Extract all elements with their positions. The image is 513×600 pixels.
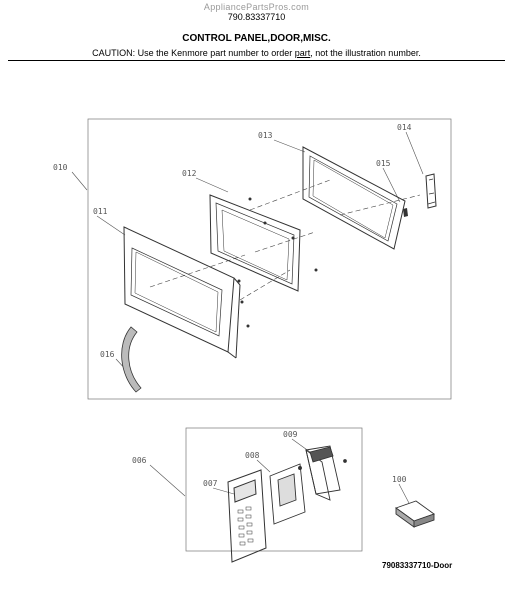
callout-007: 007 <box>203 479 218 488</box>
membrane-switch-part <box>270 464 305 524</box>
page-title: CONTROL PANEL,DOOR,MISC. <box>182 33 331 44</box>
door-latch-part <box>426 174 436 208</box>
caution-text: CAUTION: Use the Kenmore part number to order <box>92 48 295 58</box>
callout-009: 009 <box>283 430 298 439</box>
part-link[interactable]: part <box>294 48 311 58</box>
callout-010: 010 <box>53 163 68 172</box>
latch-spring-part <box>403 208 408 217</box>
callout-014: 014 <box>397 123 412 132</box>
site-watermark: AppliancePartsPros.com <box>203 2 310 12</box>
caution-text-end: , not the illustration number. <box>310 48 421 58</box>
control-panel-frame <box>186 428 362 551</box>
owner-manual-part <box>396 501 434 527</box>
door-outer-panel-part <box>124 227 240 358</box>
callout-015: 015 <box>376 159 391 168</box>
callout-100: 100 <box>392 475 407 484</box>
callout-006: 006 <box>132 456 147 465</box>
door-handle-part <box>122 327 141 392</box>
diagram-reference: 79083337710-Door <box>382 561 453 570</box>
control-board-part <box>306 446 346 500</box>
callout-013: 013 <box>258 131 273 140</box>
model-number: 790.83337710 <box>227 12 286 22</box>
door-assembly-frame <box>88 119 451 399</box>
callout-011: 011 <box>93 207 108 216</box>
door-choke-part <box>210 195 300 291</box>
callout-012: 012 <box>182 169 197 178</box>
callout-016: 016 <box>100 350 115 359</box>
callout-008: 008 <box>245 451 260 460</box>
control-panel-part <box>228 470 266 562</box>
